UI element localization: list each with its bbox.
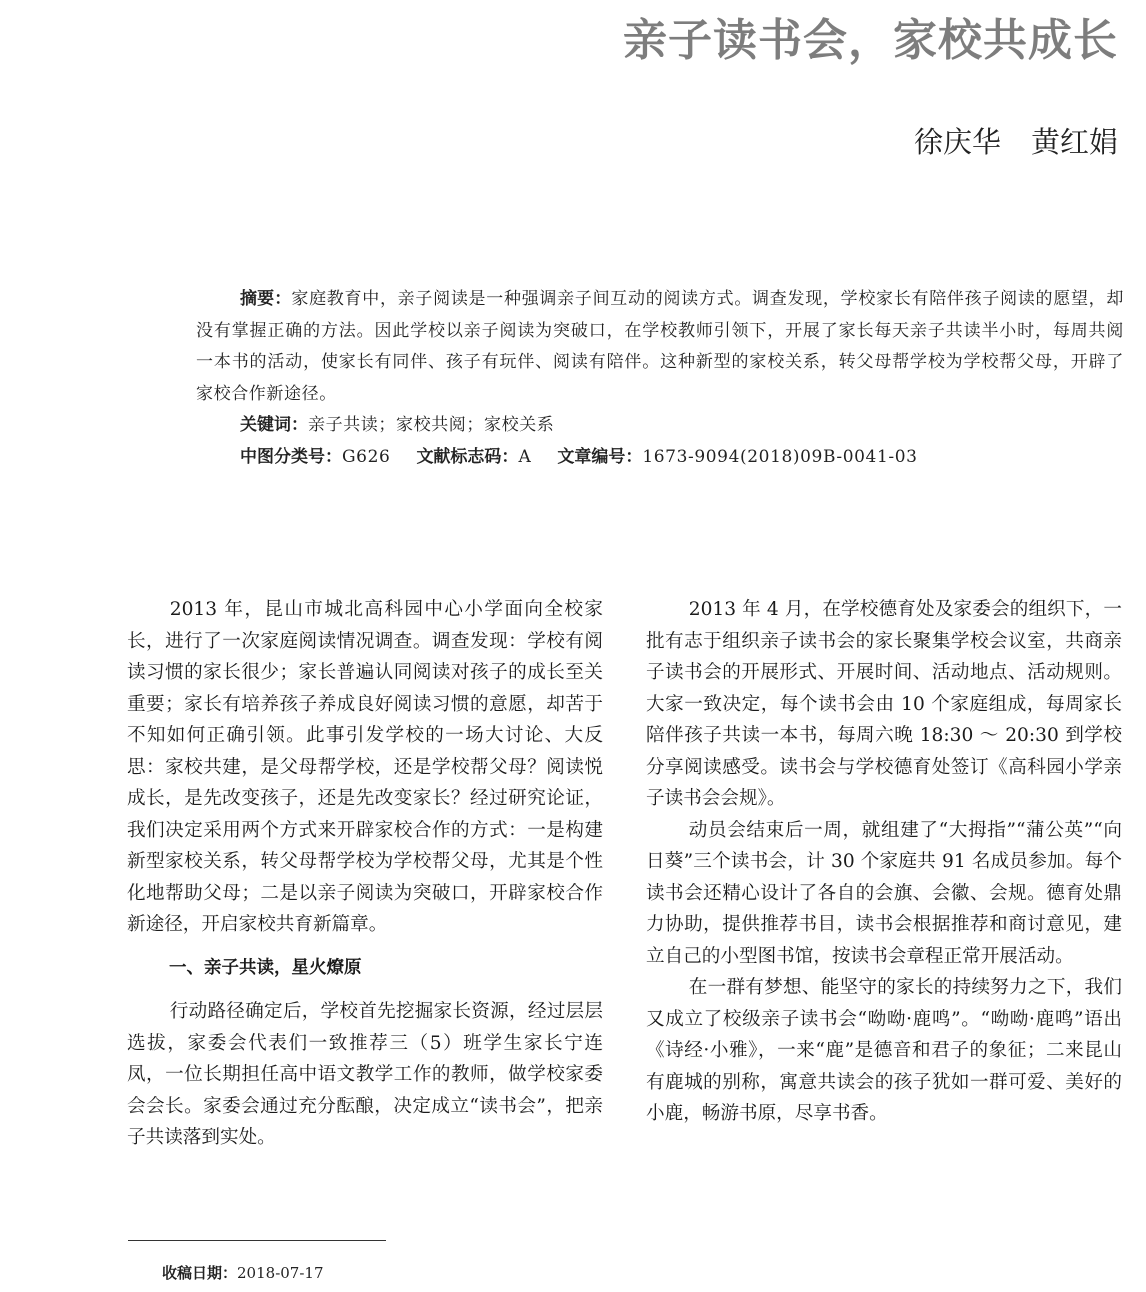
abstract-label: 摘要： — [240, 289, 292, 309]
clc-value: G626 — [342, 446, 391, 467]
section-heading: 一、亲子共读，星火燎原 — [169, 957, 362, 978]
received-date-label: 收稿日期： — [162, 1264, 238, 1282]
author-list — [914, 120, 1118, 161]
keywords-label: 关键词： — [240, 415, 308, 435]
author-name: 徐庆华 — [913, 125, 1001, 159]
doc-code-value: A — [518, 446, 532, 467]
body-column-right — [646, 594, 1122, 1130]
author-name: 黄红娟 — [1030, 125, 1118, 159]
abstract-paragraph — [196, 284, 1124, 410]
body-paragraph: 在一群有梦想、能坚守的家长的持续努力之下，我们又成立了校级亲子读书会“呦呦·鹿鸣”。“呦呦·鹿鸣”语出《诗经·小雅》，一来“鹿”是德音和君子的象征；二来昆山有鹿城的别称，寓意共读会的孩子犹如一群可爱、美好的小鹿，畅游书原，尽享书香。 — [646, 977, 1122, 1124]
keywords-text: 亲子共读；家校共阅；家校关系 — [308, 415, 555, 435]
article-no-value: 1673-9094(2018)09B-0041-03 — [642, 446, 918, 467]
keywords-line — [196, 410, 1124, 442]
classification-line — [196, 442, 1124, 474]
received-date-footnote — [162, 1262, 324, 1283]
article-no-label: 文章编号： — [557, 446, 643, 467]
received-date-value: 2018-07-17 — [237, 1264, 324, 1282]
article-title: 亲子读书会，家校共成长 — [623, 15, 1118, 66]
body-paragraph: 2013 年，昆山市城北高科园中心小学面向全校家长，进行了一次家庭阅读情况调查。调查发现：学校有阅读习惯的家长很少；家长普遍认同阅读对孩子的成长至关重要；家长有培养孩子养成良好阅读习惯的意愿，却苦于不知如何正确引领。此事引发学校的一场大讨论、大反思：家校共建，是父母帮学校，还是学校帮父母？阅读悦成长，是先改变孩子，还是先改变家长？经过研究论证，我们决定采用两个方式来开辟家校合作的方式：一是构建新型家校关系，转父母帮学校为学校帮父母，尤其是个性化地帮助父母；二是以亲子阅读为突破口，开辟家校合作新途径，开启家校共育新篇章。 — [127, 599, 603, 935]
body-paragraph: 2013 年 4 月，在学校德育处及家委会的组织下，一批有志于组织亲子读书会的家长聚集学校会议室，共商亲子读书会的开展形式、开展时间、活动地点、活动规则。大家一致决定，每个读书会由 10 个家庭组成，每周家长陪伴孩子共读一本书，每周六晚 18:30 ～ 20:30 到学校分享阅读感受。读书会与学校德育处签订《高科园小学亲子读书会会规》。 — [646, 599, 1122, 809]
doc-code-label: 文献标志码： — [416, 446, 519, 467]
body-paragraph: 行动路径确定后，学校首先挖掘家长资源，经过层层选拔，家委会代表们一致推荐三（5）班学生家长宁连凤，一位长期担任高中语文教学工作的教师，做学校家委会会长。家委会通过充分酝酿，决定成立“读书会”，把亲子共读落到实处。 — [127, 1001, 603, 1148]
footnote-divider — [128, 1240, 386, 1241]
body-column-left — [127, 594, 603, 1154]
body-paragraph: 动员会结束后一周，就组建了“大拇指”“蒲公英”“向日葵”三个读书会，计 30 个家庭共 91 名成员参加。每个读书会还精心设计了各自的会旗、会徽、会规。德育处鼎力协助，提供推荐书目，读书会根据推荐和商讨意见，建立自己的小型图书馆，按读书会章程正常开展活动。 — [646, 819, 1122, 967]
abstract-block — [196, 284, 1124, 473]
abstract-text: 家庭教育中，亲子阅读是一种强调亲子间互动的阅读方式。调查发现，学校家长有陪伴孩子阅读的愿望，却没有掌握正确的方法。因此学校以亲子阅读为突破口，在学校教师引领下，开展了家长每天亲子共读半小时，每周共阅一本书的活动，使家长有同伴、孩子有玩伴、阅读有陪伴。这种新型的家校关系，转父母帮学校为学校帮父母，开辟了家校合作新途径。 — [196, 289, 1124, 404]
clc-label: 中图分类号： — [240, 446, 342, 467]
